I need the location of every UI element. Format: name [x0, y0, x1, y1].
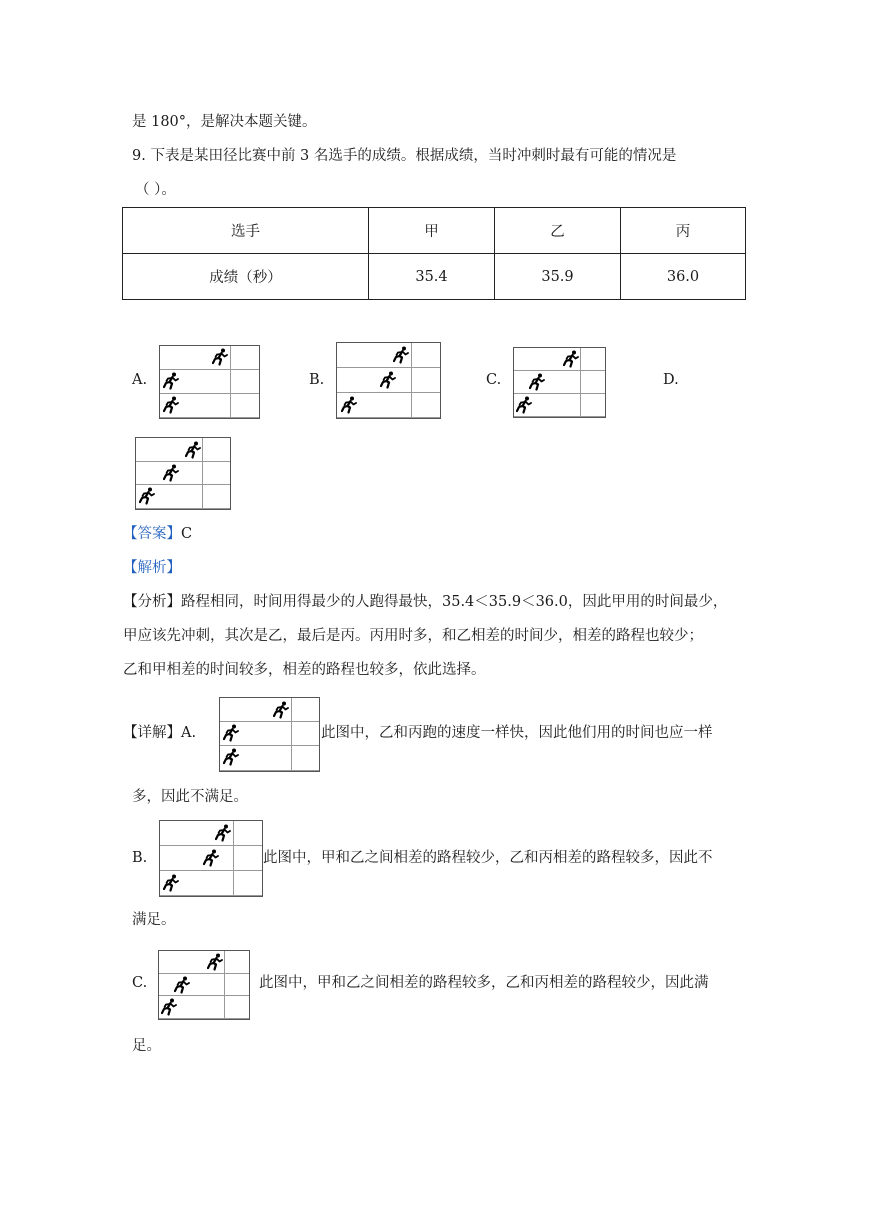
detail-b-text: 此图中，甲和乙之间相差的路程较少，乙和丙相差的路程较多，因此不: [263, 850, 713, 866]
detail-a-prefix: 【详解】A.: [123, 725, 197, 741]
running-person-icon: [516, 396, 532, 414]
table-cell: 35.9: [495, 254, 621, 300]
table-cell: 丙: [621, 208, 746, 254]
table-row: [123, 254, 746, 300]
running-person-icon: [223, 748, 239, 766]
analysis-line-2: 甲应该先冲刺，其次是乙，最后是丙。丙用时多，和乙相差的时间少，相差的路程也较少；: [123, 628, 703, 644]
option-b-figure: [336, 342, 441, 419]
running-person-icon: [163, 372, 179, 390]
question-line-1: 9. 下表是某田径比赛中前 3 名选手的成绩。根据成绩，当时冲刺时最有可能的情况是: [132, 148, 677, 164]
intro-line: 是 180°，是解决本题关键。: [132, 114, 317, 130]
table-cell: 甲: [369, 208, 495, 254]
running-person-icon: [380, 371, 396, 389]
table-cell: 35.4: [369, 254, 495, 300]
analysis-tag: 【解析】: [123, 560, 181, 576]
option-c-figure: [513, 347, 606, 418]
running-person-icon: [139, 487, 155, 505]
table-cell: 乙: [495, 208, 621, 254]
answer-tag: 【答案】: [123, 526, 181, 542]
option-d-label: D.: [663, 372, 679, 388]
detail-c-continuation: 足。: [132, 1038, 161, 1054]
detail-a-text: 此图中，乙和丙跑的速度一样快，因此他们用的时间也应一样: [321, 725, 713, 741]
detail-a-figure: [219, 697, 320, 772]
option-c-label: C.: [486, 372, 502, 388]
answer-line: [123, 524, 192, 544]
running-person-icon: [203, 849, 219, 867]
running-person-icon: [563, 350, 579, 368]
table-row: [123, 208, 746, 254]
detail-b-figure: [159, 820, 263, 897]
option-b-label: B.: [309, 372, 325, 388]
running-person-icon: [529, 373, 545, 391]
running-person-icon: [207, 953, 223, 971]
running-person-icon: [185, 441, 201, 459]
detail-a-continuation: 多，因此不满足。: [132, 789, 248, 805]
running-person-icon: [215, 824, 231, 842]
option-a-figure: [159, 345, 260, 419]
running-person-icon: [163, 396, 179, 414]
option-d-figure: [135, 437, 231, 510]
score-table: [122, 207, 746, 300]
running-person-icon: [341, 396, 357, 414]
running-person-icon: [223, 724, 239, 742]
running-person-icon: [163, 464, 179, 482]
table-cell: 成绩（秒）: [123, 254, 369, 300]
detail-b-prefix: B.: [132, 850, 148, 866]
detail-c-figure: [158, 950, 250, 1020]
detail-c-text: 此图中，甲和乙之间相差的路程较多，乙和丙相差的路程较少，因此满: [259, 975, 709, 991]
running-person-icon: [163, 874, 179, 892]
running-person-icon: [161, 998, 177, 1016]
detail-c-prefix: C.: [132, 975, 148, 991]
analysis-line-1: 【分析】路程相同，时间用得最少的人跑得最快，35.4＜35.9＜36.0，因此甲用的时间最少，: [123, 594, 728, 610]
running-person-icon: [393, 346, 409, 364]
option-a-label: A.: [132, 372, 148, 388]
analysis-line-3: 乙和甲相差的时间较多，相差的路程也较多，依此选择。: [123, 662, 486, 678]
running-person-icon: [212, 348, 228, 366]
detail-b-continuation: 满足。: [132, 912, 176, 928]
question-line-2: （ ）。: [135, 182, 176, 198]
table-cell: 选手: [123, 208, 369, 254]
running-person-icon: [273, 701, 289, 719]
answer-value: C: [181, 526, 193, 542]
running-person-icon: [174, 976, 190, 994]
table-cell: 36.0: [621, 254, 746, 300]
